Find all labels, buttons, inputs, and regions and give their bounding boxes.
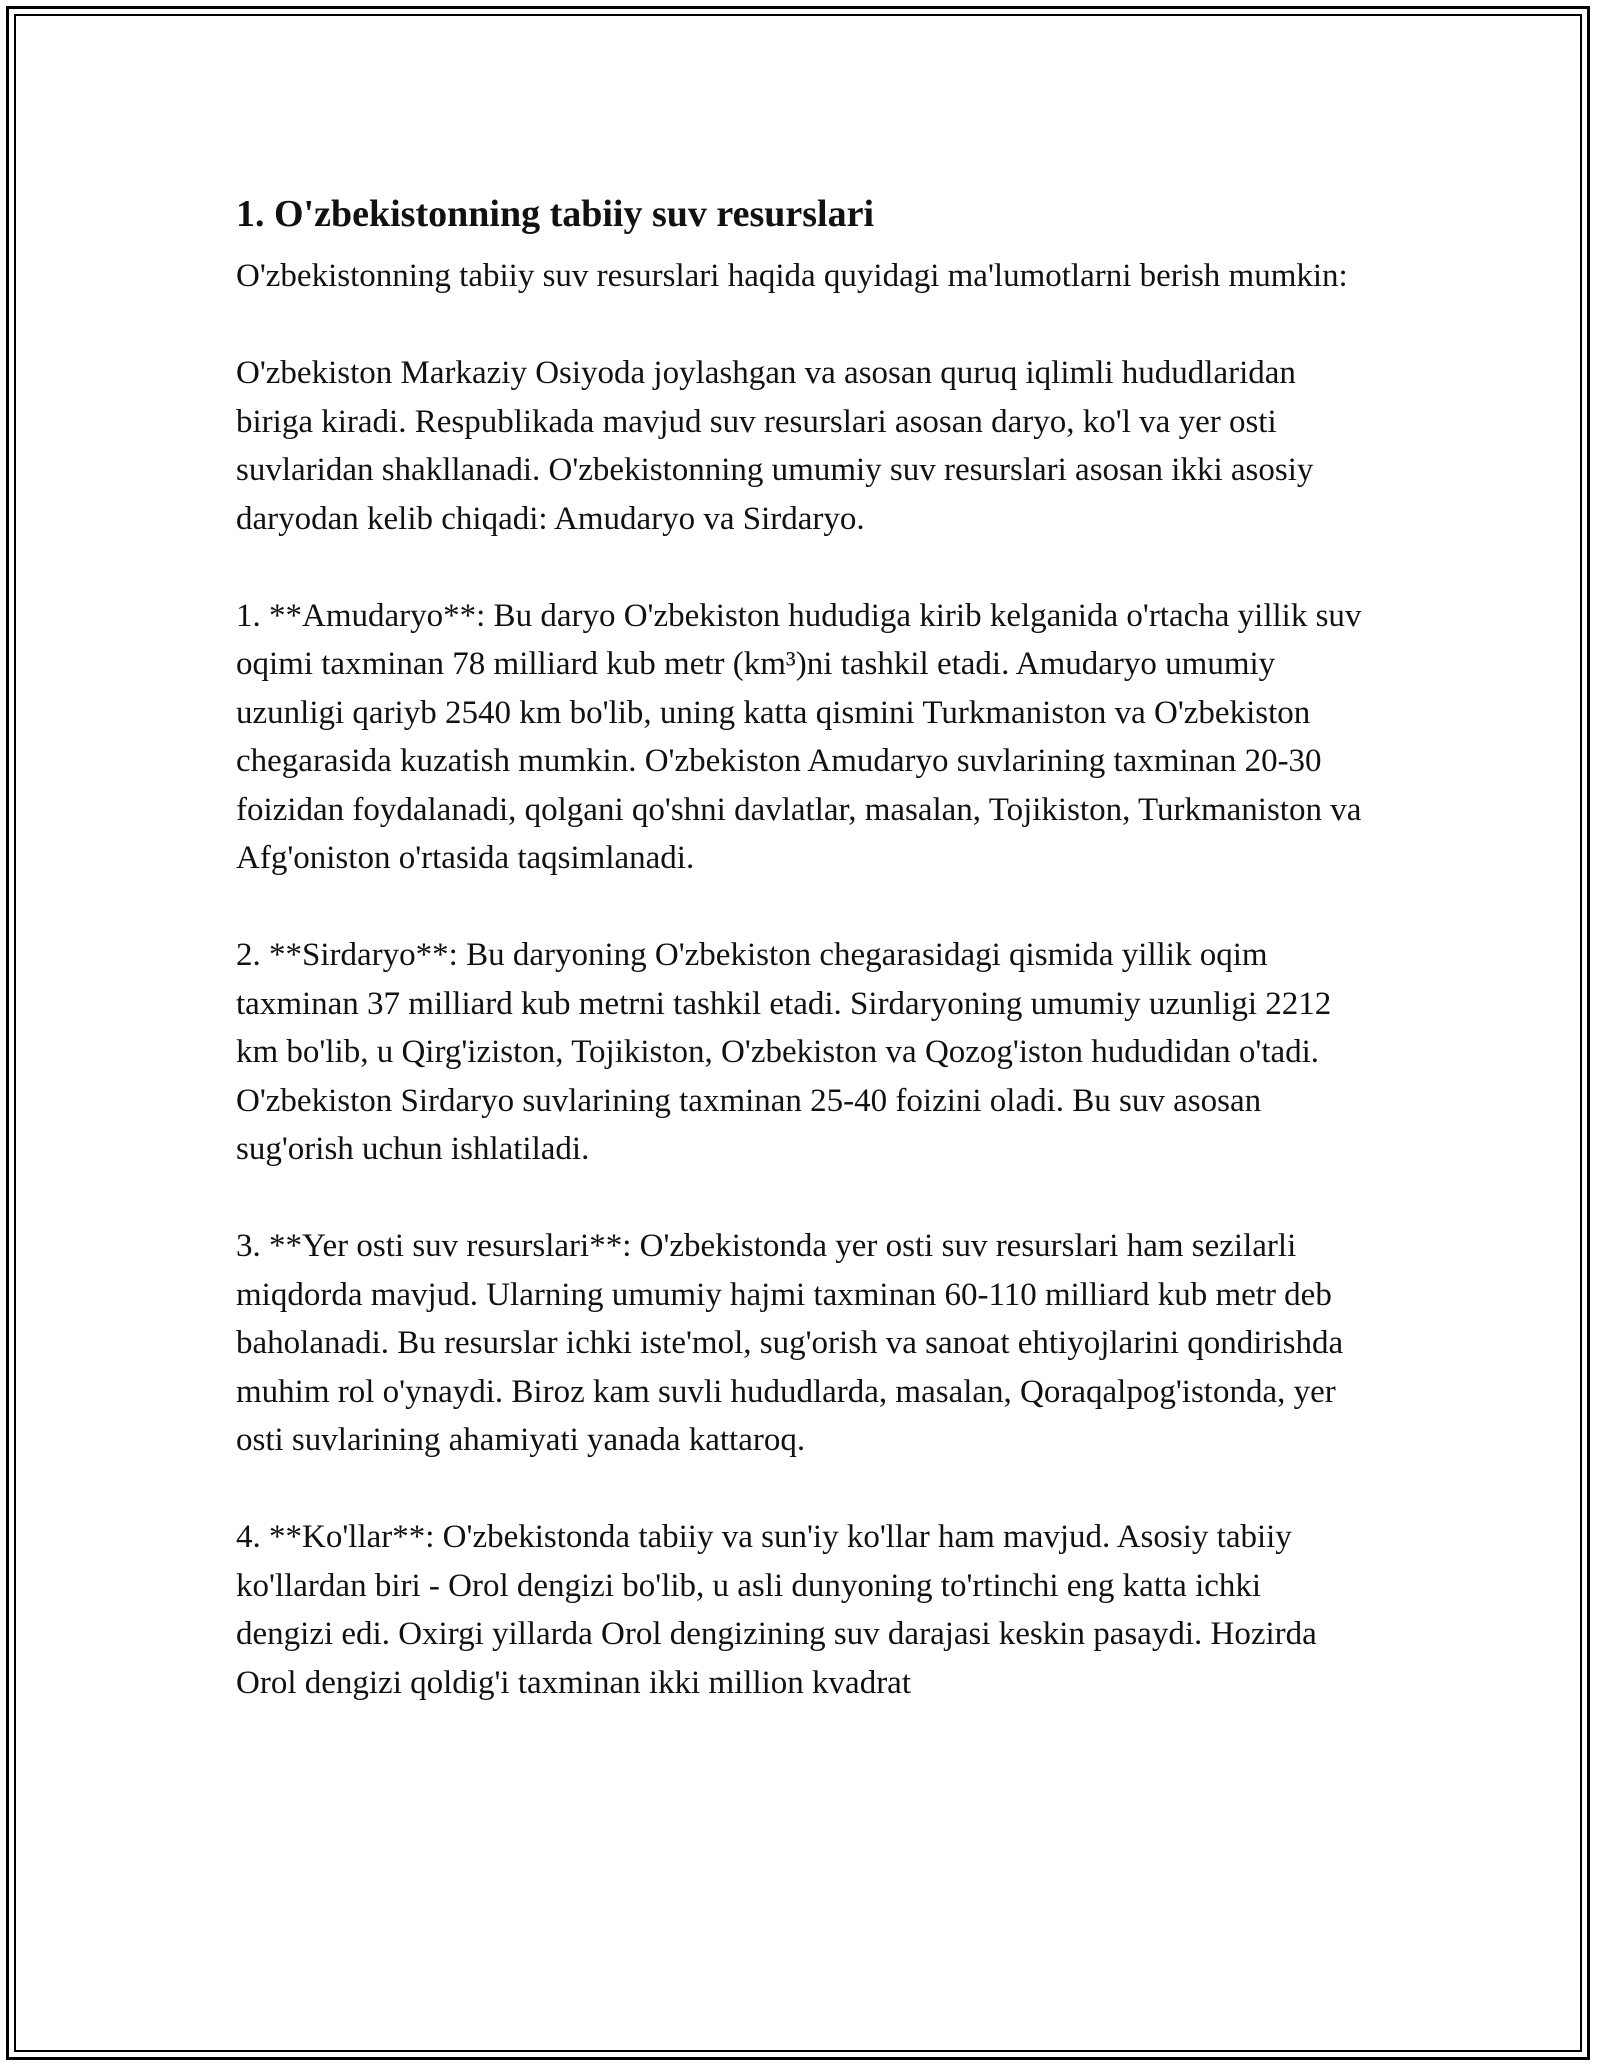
list-item-lakes: 4. **Ko'llar**: O'zbekistonda tabiiy va sun'iy ko'llar ham mavjud. Asosiy tabiiy ko'llardan biri - Orol dengizi bo'lib, u asli dunyoning to'rtinchi eng katta ichki dengizi edi. Oxirgi yillarda Orol dengizining suv darajasi keskin pasaydi. Hozirda Orol dengizi qoldig'i taxminan ikki million kvadrat <box>236 1519 1317 1701</box>
list-item-amudaryo: 1. **Amudaryo**: Bu daryo O'zbekiston hududiga kirib kelganida o'rtacha yillik suv oqimi taxminan 78 milliard kub metr (km³)ni tashkil etadi. Amudaryo umumiy uzunligi qariyb 2540 km bo'lib, uning katta qismini Turkmaniston va O'zbekiston chegarasida kuzatish mumkin. O'zbekiston Amudaryo suvlarining taxminan 20-30 foizidan foydalanadi, qolgani qo'shni davlatlar, masalan, Tojikiston, Turkmaniston va Afg'oniston o'rtasida taqsimlanadi. <box>236 597 1362 876</box>
page-title: 1. O'zbekistonning tabiiy suv resurslari <box>236 193 875 235</box>
intro-paragraph: O'zbekistonning tabiiy suv resurslari haqida quyidagi ma'lumotlarni berish mumkin: <box>236 258 1348 294</box>
overview-paragraph: O'zbekiston Markaziy Osiyoda joylashgan va asosan quruq iqlimli hududlaridan biriga kiradi. Respublikada mavjud suv resurslari asosan daryo, ko'l va yer osti suvlaridan shakllanadi. O'zbekistonning umumiy suv resurslari asosan ikki asosiy daryodan kelib chiqadi: Amudaryo va Sirdaryo. <box>236 355 1314 537</box>
list-item-sirdaryo: 2. **Sirdaryo**: Bu daryoning O'zbekiston chegarasidagi qismida yillik oqim taxminan 37 milliard kub metrni tashkil etadi. Sirdaryoning umumiy uzunligi 2212 km bo'lib, u Qirg'iziston, Tojikiston, O'zbekiston va Qozog'iston hududidan o'tadi. O'zbekiston Sirdaryo suvlarining taxminan 25-40 foizini oladi. Bu suv asosan sug'orish uchun ishlatiladi. <box>236 937 1332 1167</box>
document-body <box>236 184 1364 1756</box>
list-item-groundwater: 3. **Yer osti suv resurslari**: O'zbekistonda yer osti suv resurslari ham sezilarli miqdorda mavjud. Ularning umumiy hajmi taxminan 60-110 milliard kub metr deb baholanadi. Bu resurslar ichki iste'mol, sug'orish va sanoat ehtiyojlarini qondirishda muhim rol o'ynaydi. Biroz kam suvli hududlarda, masalan, Qoraqalpog'istonda, yer osti suvlarining ahamiyati yanada kattaroq. <box>236 1228 1344 1458</box>
